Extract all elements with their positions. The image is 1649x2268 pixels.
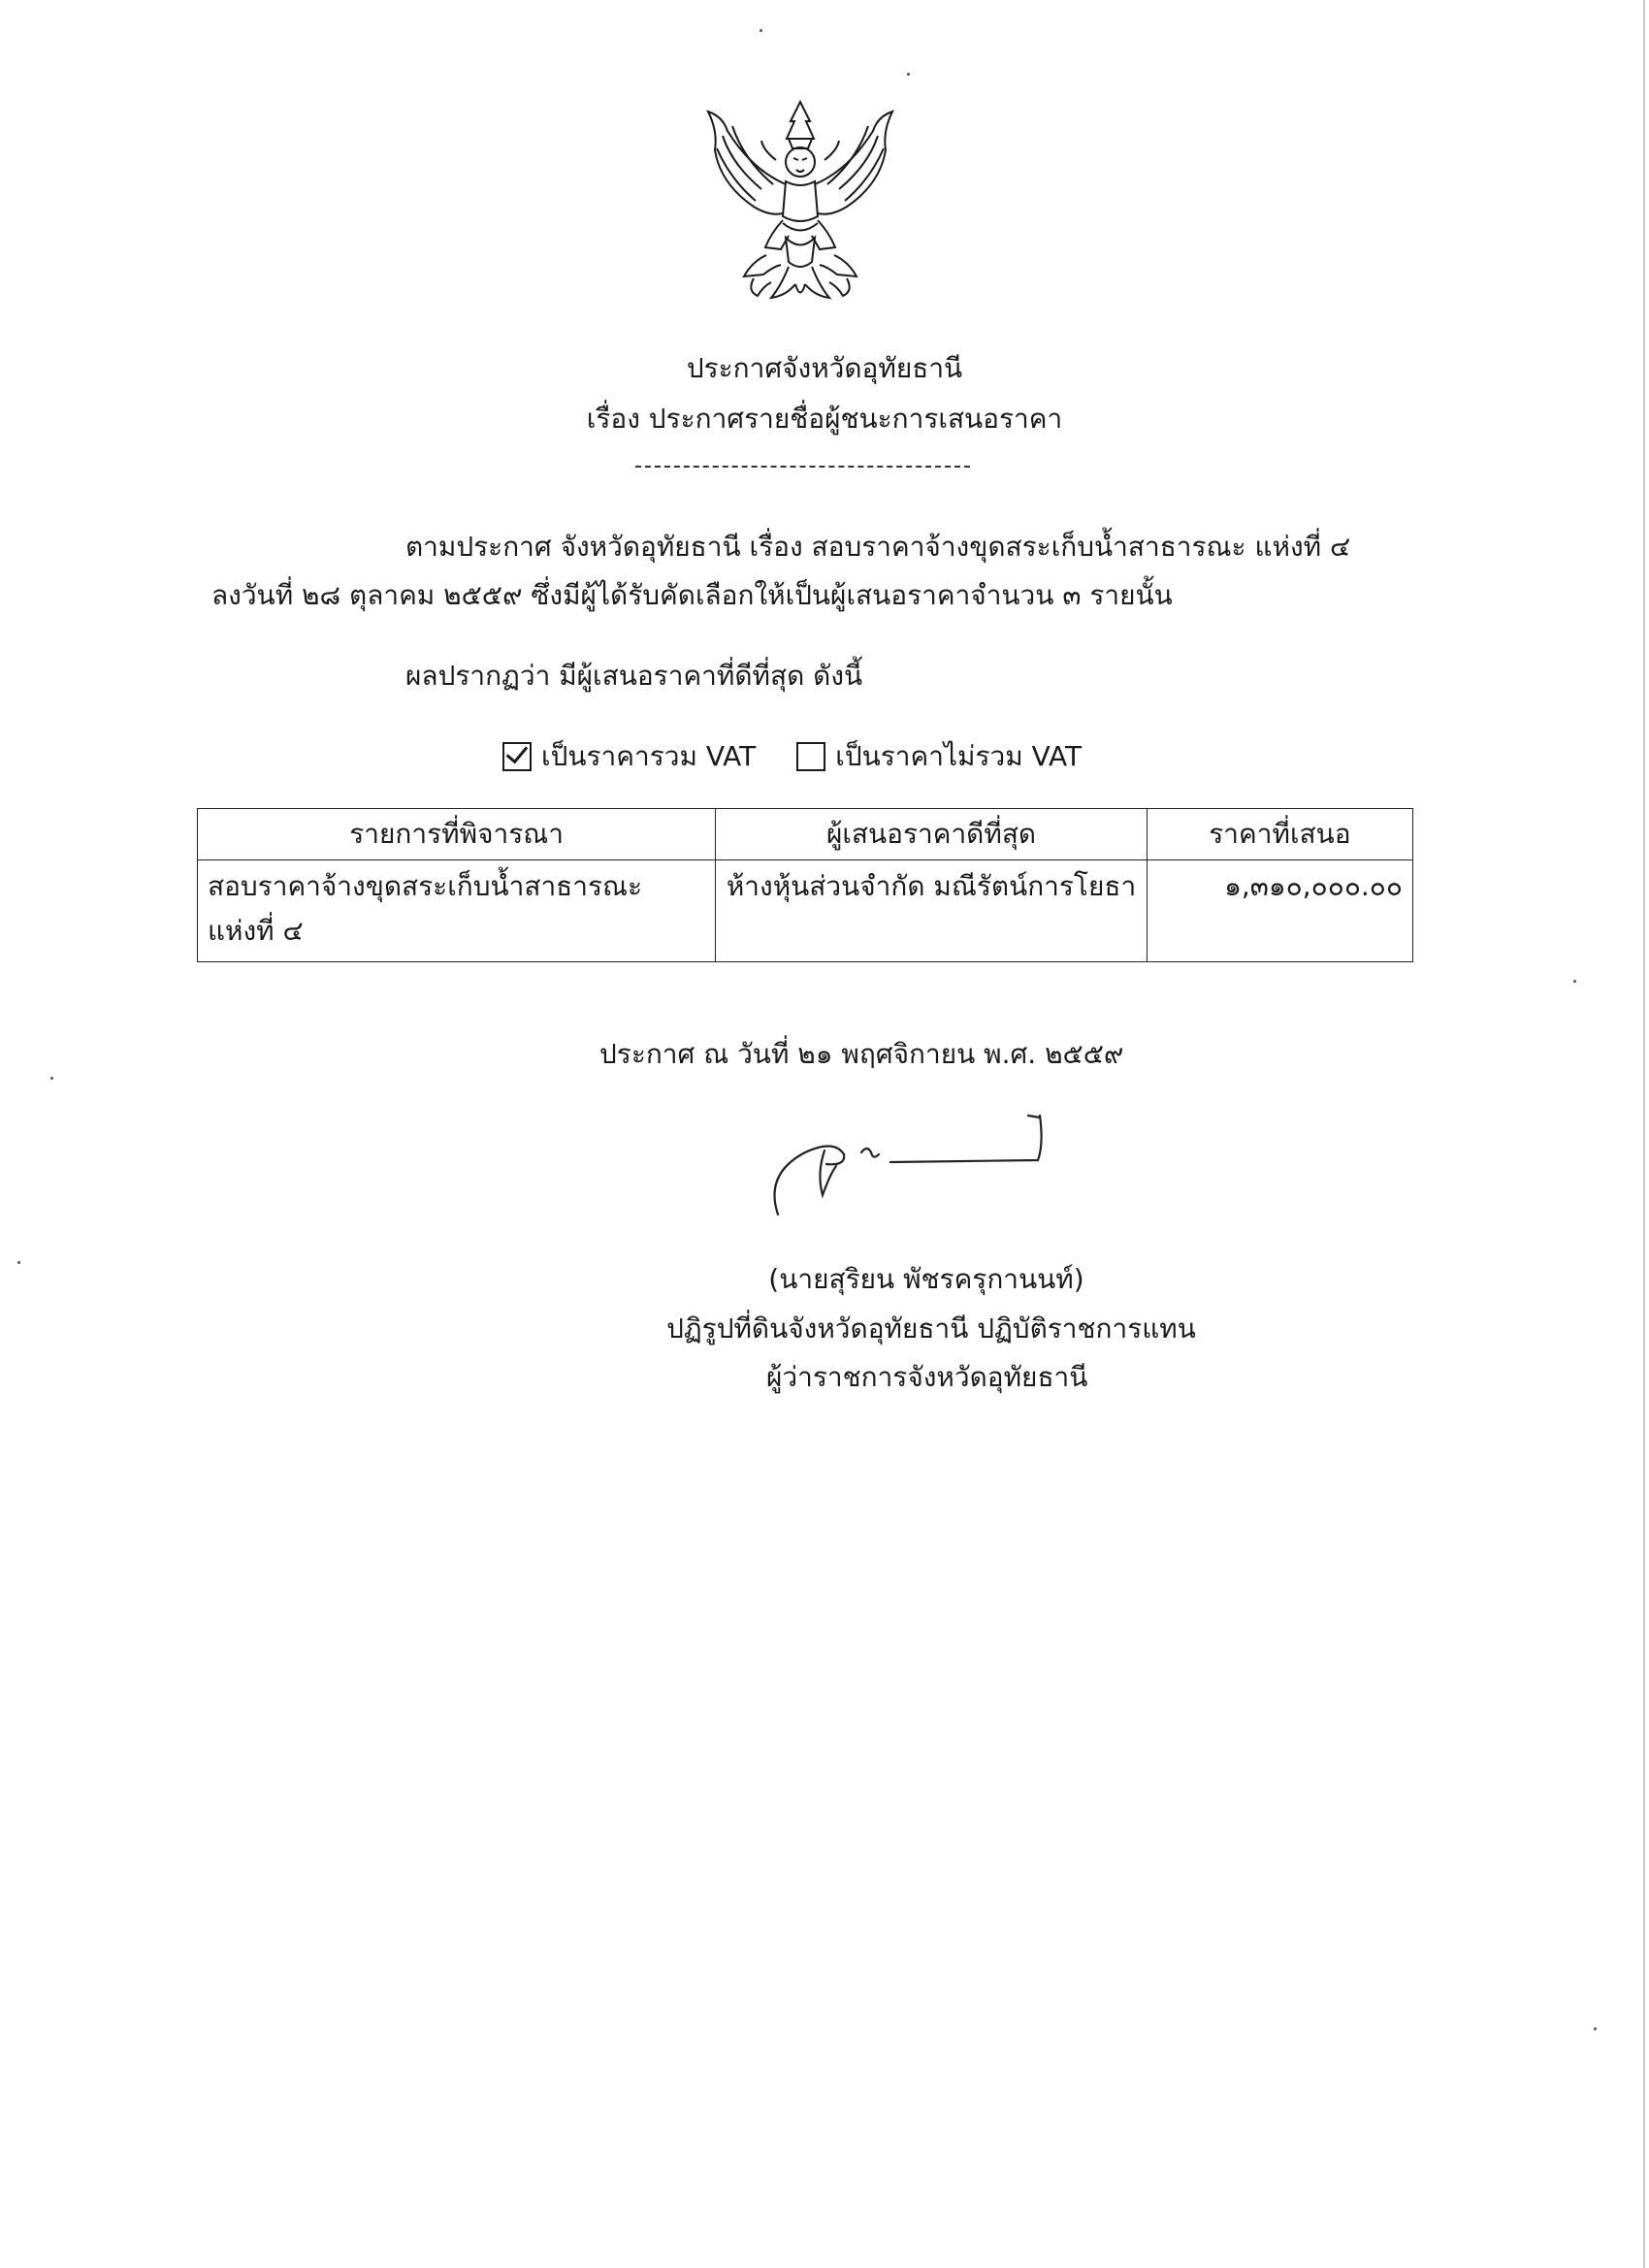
bid-result-table (197, 808, 1413, 962)
vat-options (502, 735, 1122, 778)
item-line2: แห่งที่ ๔ (208, 915, 304, 947)
table-row (198, 860, 1413, 962)
announcement-subject: เรื่อง ประกาศรายชื่อผู้ชนะการเสนอราคา (586, 403, 1063, 435)
item-line1: สอบราคาจ้างขุดสระเก็บน้ำสาธารณะ (208, 870, 643, 902)
cell-price: ๑,๓๑๐,๐๐๐.๐๐ (1147, 860, 1412, 962)
signatory-name: (นายสุริยน พัชรครุกานนท์) (768, 1263, 1084, 1295)
signatory-position: ปฏิรูปที่ดินจังหวัดอุทัยธานี ปฏิบัติราชการแทน (666, 1312, 1196, 1345)
scan-speck (1594, 2027, 1597, 2030)
scan-edge (1643, 0, 1645, 2268)
vat-included-label: เป็นราคารวม VAT (541, 740, 757, 772)
cell-bidder: ห้างหุ้นส่วนจำกัด มณีรัตน์การโยธา (716, 860, 1148, 962)
scan-speck (17, 1261, 20, 1264)
checked-box-icon (502, 742, 532, 771)
header-price: ราคาที่เสนอ (1147, 809, 1412, 860)
scan-speck (50, 1077, 53, 1080)
body-paragraph-line1: ตามประกาศ จังหวัดอุทัยธานี เรื่อง สอบราคาจ้างขุดสระเก็บน้ำสาธารณะ แห่งที่ ๔ (405, 531, 1351, 563)
vat-excluded-label: เป็นราคาไม่รวม VAT (835, 740, 1083, 772)
body-paragraph-line2: ลงวันที่ ๒๘ ตุลาคม ๒๕๕๙ ซึ่งมีผู้ได้รับคัดเลือกให้เป็นผู้เสนอราคาจำนวน ๓ รายนั้น (211, 579, 1173, 611)
dashed-divider (635, 466, 970, 468)
unchecked-box-icon (796, 742, 825, 771)
handwritten-signature (766, 1106, 1057, 1222)
vat-option-excluded (796, 735, 1082, 778)
header-bidder: ผู้เสนอราคาดีที่สุด (716, 809, 1148, 860)
scan-speck (907, 73, 910, 76)
scan-speck (760, 29, 762, 32)
table-header-row (198, 809, 1413, 860)
signatory-position-governor: ผู้ว่าราชการจังหวัดอุทัยธานี (766, 1361, 1088, 1393)
garuda-emblem (694, 92, 907, 315)
announcement-title: ประกาศจังหวัดอุทัยธานี (686, 352, 963, 384)
scan-speck (1573, 980, 1576, 983)
result-intro: ผลปรากฏว่า มีผู้เสนอราคาที่ดีที่สุด ดังนี้ (405, 660, 863, 692)
cell-item (198, 860, 716, 962)
header-item: รายการที่พิจารณา (198, 809, 716, 860)
vat-option-included (502, 735, 756, 778)
announcement-date: ประกาศ ณ วันที่ ๒๑ พฤศจิกายน พ.ศ. ๒๕๕๙ (599, 1038, 1124, 1070)
